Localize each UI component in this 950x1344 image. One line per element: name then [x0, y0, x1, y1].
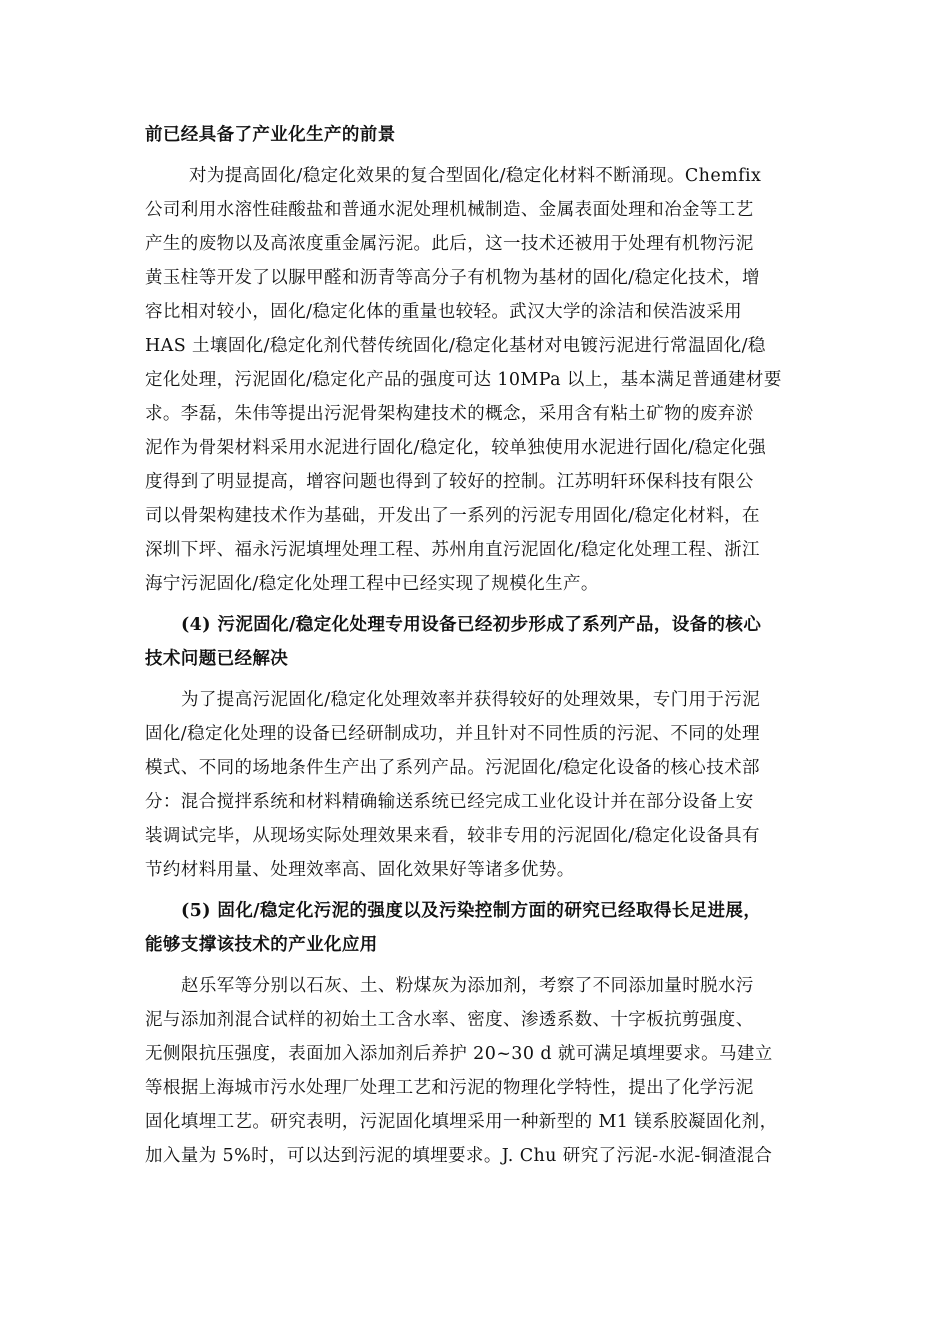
text-line: 模式、不同的场地条件生产出了系列产品。污泥固化/稳定化设备的核心技术部: [145, 758, 760, 778]
section-heading-5: [145, 894, 810, 962]
text-line: 泥作为骨架材料采用水泥进行固化/稳定化，较单独使用水泥进行固化/稳定化强: [145, 438, 767, 458]
text-line: 容比相对较小，固化/稳定化体的重量也较轻。武汉大学的涂洁和侯浩波采用: [145, 302, 742, 322]
text-line: 加入量为 5%时，可以达到污泥的填埋要求。J. Chu 研究了污泥-水泥-铜渣混合: [145, 1146, 773, 1166]
text-line: 固化填埋工艺。研究表明，污泥固化填埋采用一种新型的 M1 镁系胶凝固化剂，: [145, 1112, 778, 1132]
text-line: 等根据上海城市污水处理厂处理工艺和污泥的物理化学特性，提出了化学污泥: [145, 1078, 754, 1098]
text-line: 海宁污泥固化/稳定化处理工程中已经实现了规模化生产。: [145, 574, 599, 594]
text-line: 节约材料用量、处理效率高、固化效果好等诸多优势。: [145, 860, 575, 880]
text-line: 定化处理，污泥固化/稳定化产品的强度可达 10MPa 以上，基本满足普通建材要: [145, 370, 782, 390]
text-line: 分：混合搅拌系统和材料精确输送系统已经完成工业化设计并在部分设备上安: [145, 792, 754, 812]
heading-continuation: [145, 118, 810, 152]
text-line: 求。李磊，朱伟等提出污泥骨架构建技术的概念，采用含有粘土矿物的废弃淤: [145, 404, 754, 424]
paragraph-equipment: [145, 683, 810, 887]
text-line: 前已经具备了产业化生产的前景: [145, 125, 396, 145]
paragraph-composite-materials: [145, 159, 810, 601]
text-line: (4) 污泥固化/稳定化处理专用设备已经初步形成了系列产品，设备的核心: [181, 615, 762, 635]
text-line: HAS 土壤固化/稳定化剂代替传统固化/稳定化基材对电镀污泥进行常温固化/稳: [145, 336, 766, 356]
text-line: 为了提高污泥固化/稳定化处理效率并获得较好的处理效果，专门用于污泥: [181, 690, 761, 710]
text-line: 深圳下坪、福永污泥填埋处理工程、苏州甪直污泥固化/稳定化处理工程、浙江: [145, 540, 760, 560]
text-line: 产生的废物以及高浓度重金属污泥。此后，这一技术还被用于处理有机物污泥: [145, 234, 754, 254]
text-line: 黄玉柱等开发了以脲甲醛和沥青等高分子有机物为基材的固化/稳定化技术，增: [145, 268, 760, 288]
text-line: 赵乐军等分别以石灰、土、粉煤灰为添加剂，考察了不同添加量时脱水污: [181, 976, 754, 996]
text-line: 装调试完毕，从现场实际处理效果来看，较非专用的污泥固化/稳定化设备具有: [145, 826, 760, 846]
text-line: 无侧限抗压强度，表面加入添加剂后养护 20~30 d 就可满足填埋要求。马建立: [145, 1044, 773, 1064]
document-body: [145, 118, 810, 1173]
text-line: 技术问题已经解决: [145, 649, 289, 669]
section-heading-4: [145, 608, 810, 676]
text-line: 司以骨架构建技术作为基础，开发出了一系列的污泥专用固化/稳定化材料，在: [145, 506, 760, 526]
text-line: 度得到了明显提高，增容问题也得到了较好的控制。江苏明轩环保科技有限公: [145, 472, 754, 492]
text-line: (5) 固化/稳定化污泥的强度以及污染控制方面的研究已经取得长足进展，: [181, 901, 762, 921]
text-line: 对为提高固化/稳定化效果的复合型固化/稳定化材料不断涌现。Chemfix: [189, 166, 762, 186]
text-line: 能够支撑该技术的产业化应用: [145, 935, 378, 955]
text-line: 公司利用水溶性硅酸盐和普通水泥处理机械制造、金属表面处理和冶金等工艺: [145, 200, 754, 220]
text-line: 固化/稳定化处理的设备已经研制成功，并且针对不同性质的污泥、不同的处理: [145, 724, 760, 744]
paragraph-strength-research: [145, 969, 810, 1173]
text-line: 泥与添加剂混合试样的初始土工含水率、密度、渗透系数、十字板抗剪强度、: [145, 1010, 754, 1030]
